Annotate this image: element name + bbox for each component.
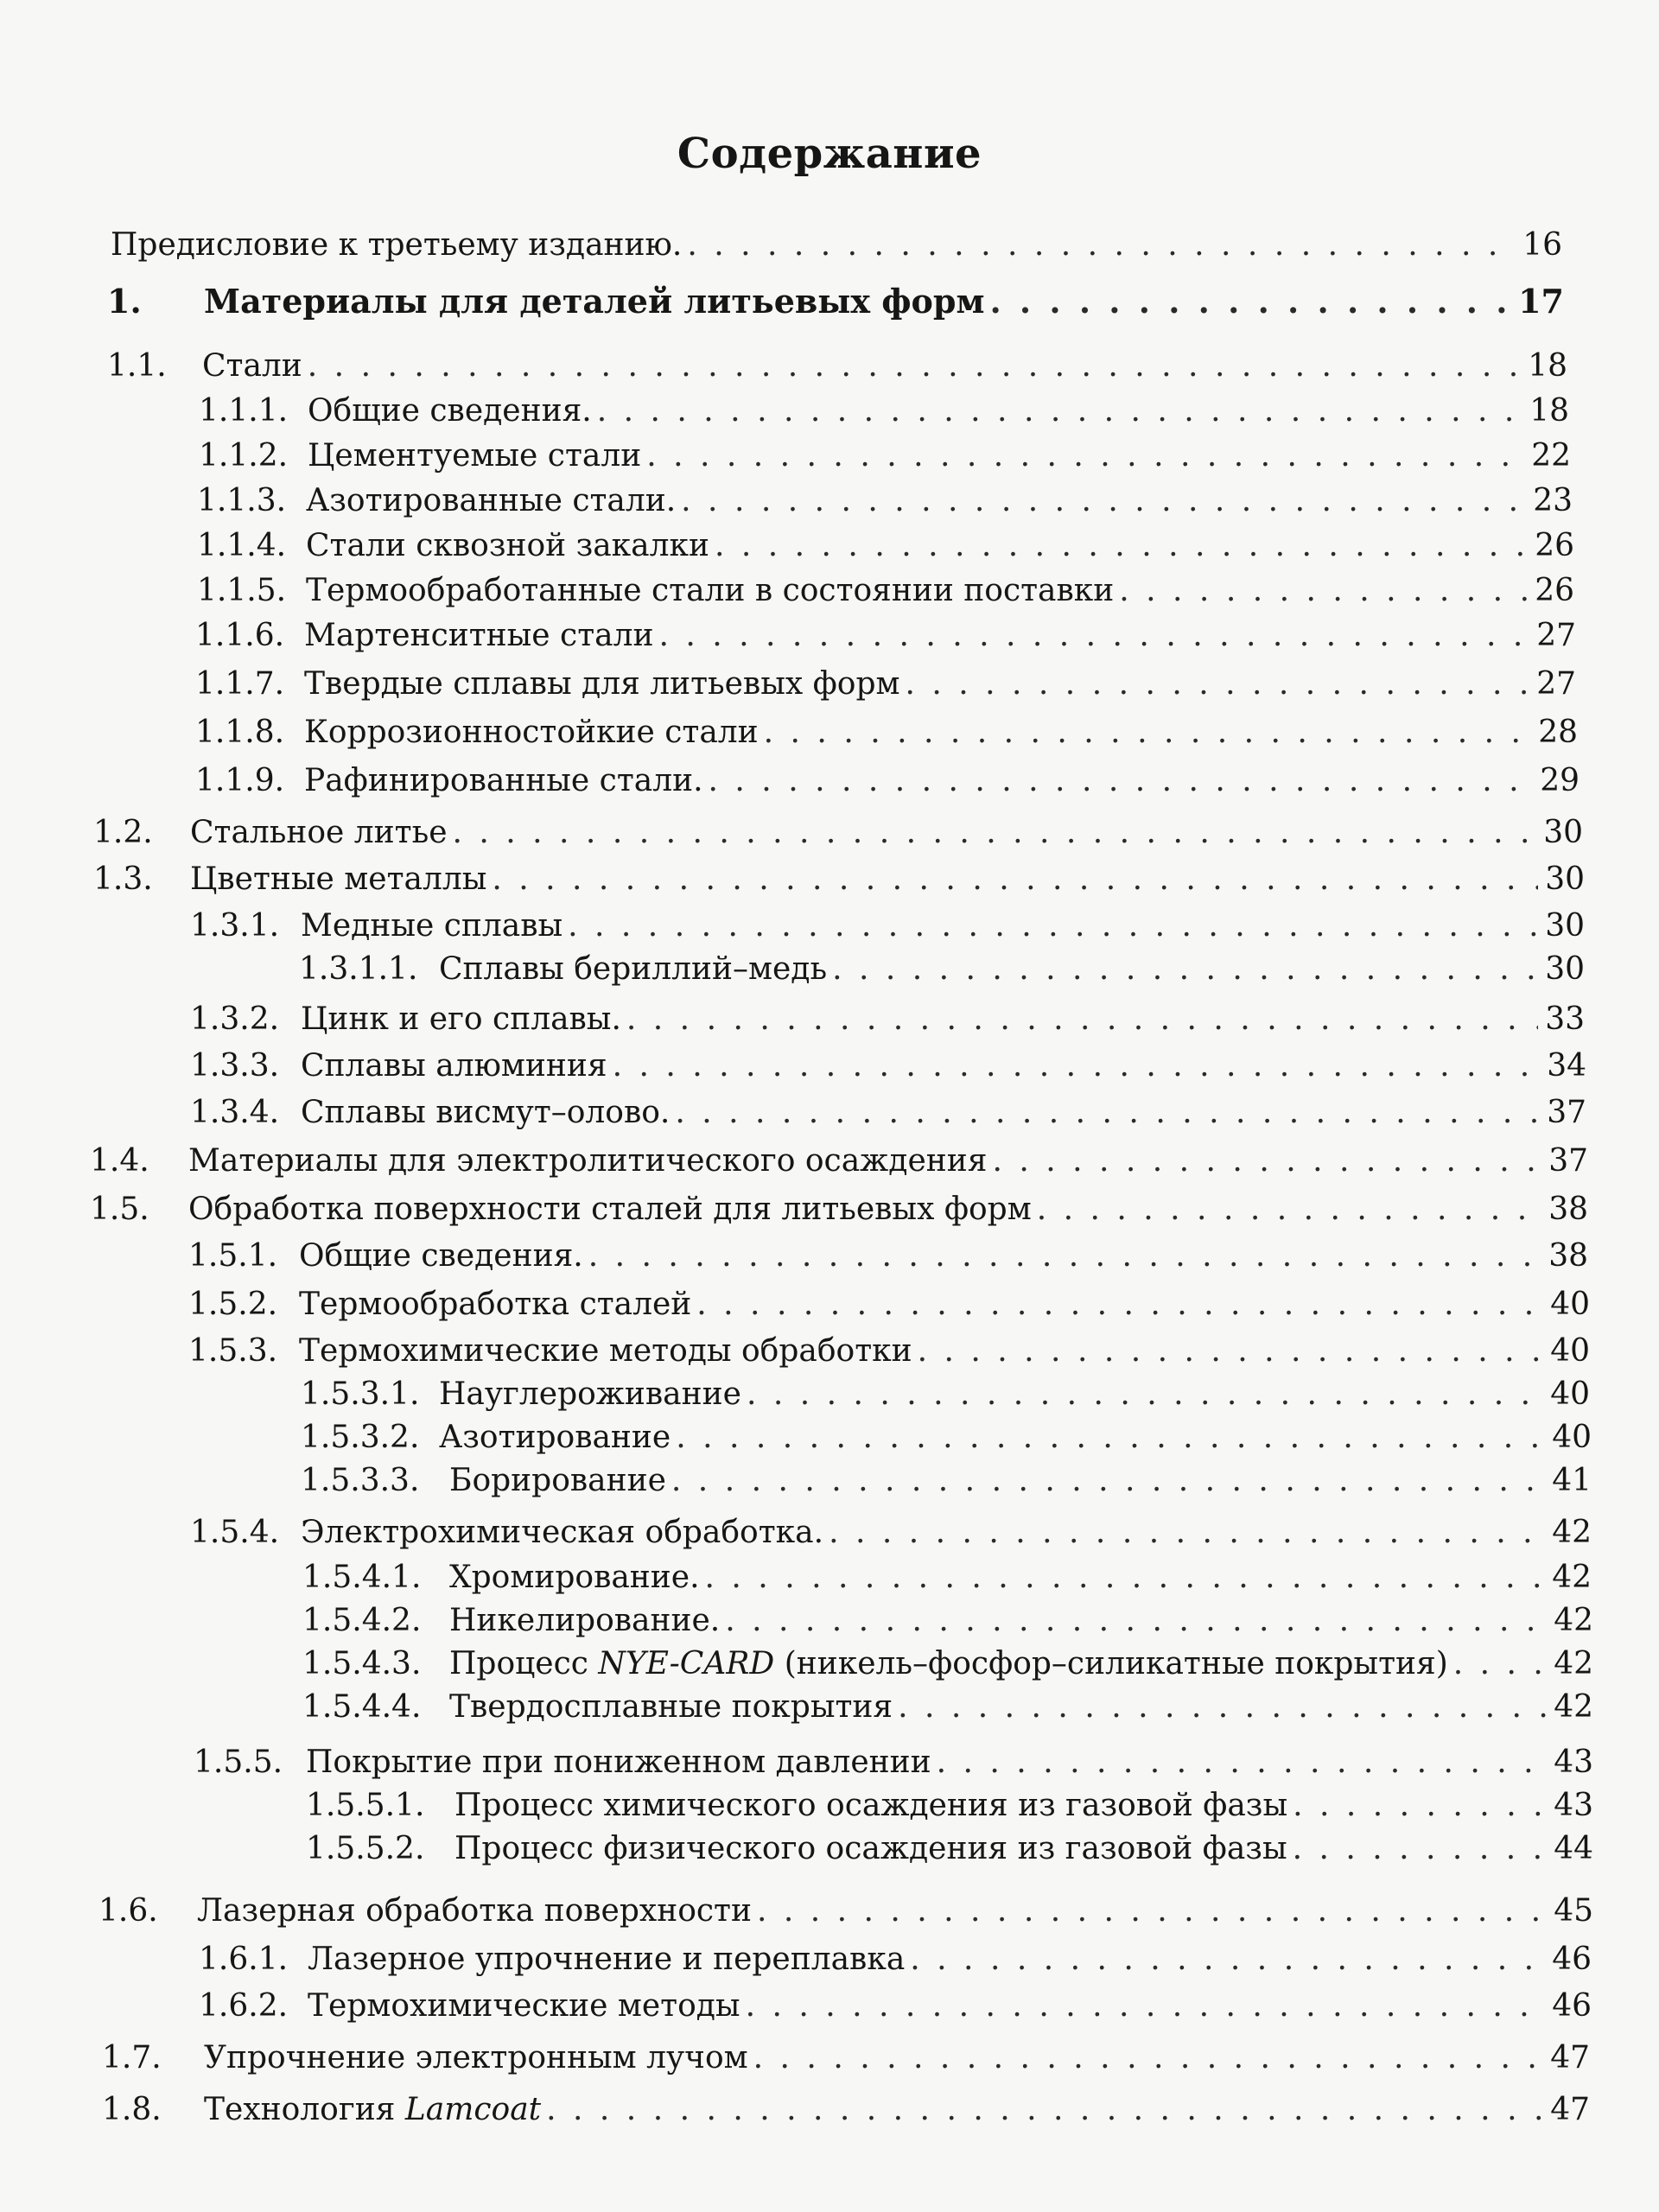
toc-entry-number: 1.3.4. xyxy=(190,1095,280,1130)
toc-entry-number: 1.1.7. xyxy=(195,666,285,702)
toc-leader xyxy=(676,1419,1545,1456)
toc-leader xyxy=(613,1047,1540,1084)
toc-page-number: 23 xyxy=(1533,483,1573,518)
toc-entry-1-5 xyxy=(90,1191,1588,1228)
toc-entry-1-1-5 xyxy=(197,572,1574,609)
toc-page-number: 37 xyxy=(1547,1095,1586,1130)
toc-leader xyxy=(757,1892,1547,1929)
toc-page-number: 18 xyxy=(1528,348,1567,384)
toc-entry-number: 1.7. xyxy=(102,2040,162,2075)
toc-page-number: 40 xyxy=(1550,1376,1590,1412)
toc-leader xyxy=(687,226,1516,264)
toc-entry-title: Хромирование. xyxy=(449,1560,700,1595)
toc-page-number: 27 xyxy=(1536,666,1576,702)
toc-entry-1-3-1 xyxy=(190,907,1585,944)
toc-entry-number: 1.1.9. xyxy=(195,763,285,798)
toc-entry-number: 1.5.2. xyxy=(188,1287,278,1322)
toc-entry-number: 1.1.3. xyxy=(197,483,287,518)
toc-entry-number: 1.5.1. xyxy=(188,1238,278,1274)
toc-entry-number: 1.8. xyxy=(102,2092,162,2127)
toc-entry-title: Термообработка сталей xyxy=(299,1287,692,1322)
toc-leader xyxy=(568,907,1538,944)
toc-entry-title: Мартенситные стали xyxy=(304,618,654,653)
toc-entry-title: Стали xyxy=(202,348,302,384)
toc-entry-title: Борирование xyxy=(449,1463,666,1498)
toc-page-number: 16 xyxy=(1522,227,1562,263)
toc-entry-number: 1.3.1.1. xyxy=(299,951,418,987)
toc-entry-number: 1.1.4. xyxy=(197,528,287,563)
toc-page-number: 46 xyxy=(1552,1942,1592,1977)
toc-entry-1-5-4-3 xyxy=(302,1645,1593,1682)
toc-page-number: 40 xyxy=(1552,1420,1592,1455)
toc-page-number: 33 xyxy=(1545,1001,1585,1037)
toc-entry-1-5-1 xyxy=(188,1237,1588,1274)
toc-leader xyxy=(1119,572,1528,609)
toc-leader xyxy=(746,1987,1545,2024)
toc-entry-title: Обработка поверхности сталей для литьевых форм xyxy=(188,1192,1032,1227)
toc-leader xyxy=(937,1744,1547,1781)
toc-page-number: 43 xyxy=(1554,1745,1593,1780)
toc-entry-title: Общие сведения. xyxy=(308,393,592,429)
toc-entry-title: Стальное литье xyxy=(190,815,448,850)
toc-entry-1-5-5 xyxy=(194,1744,1593,1781)
toc-leader xyxy=(725,1602,1547,1639)
page-title: Содержание xyxy=(677,130,982,178)
toc-entry-number: 1.6.1. xyxy=(199,1942,289,1977)
toc-entry-preface xyxy=(111,226,1562,264)
toc-leader xyxy=(918,1332,1543,1370)
toc-page-number: 42 xyxy=(1552,1560,1592,1595)
toc-leader xyxy=(658,617,1529,654)
toc-page-number: 28 xyxy=(1538,715,1578,750)
toc-entry-number: 1.1.5. xyxy=(197,573,287,608)
toc-leader xyxy=(671,1462,1545,1499)
toc-page-number: 38 xyxy=(1548,1192,1588,1227)
toc-entry-title: Материалы для деталей литьевых форм xyxy=(204,282,985,321)
toc-leader xyxy=(597,392,1522,429)
toc-leader xyxy=(989,282,1515,321)
toc-leader xyxy=(832,950,1538,988)
toc-page-number: 29 xyxy=(1540,763,1580,798)
toc-entry-number: 1.5.5. xyxy=(194,1745,283,1780)
toc-page-number: 42 xyxy=(1554,1646,1593,1681)
toc-entry-number: 1.5.4. xyxy=(190,1515,280,1550)
toc-page-number: 30 xyxy=(1545,951,1585,987)
toc-entry-title-italic: Lamcoat xyxy=(404,2092,542,2127)
toc-entry-1-3-1-1 xyxy=(299,950,1585,988)
toc-entry-1-1-1 xyxy=(199,392,1569,429)
toc-entry-number: 1.5.4.2. xyxy=(302,1603,422,1638)
toc-page-number: 17 xyxy=(1518,282,1564,321)
toc-page-number: 43 xyxy=(1554,1788,1593,1823)
toc-page-number: 45 xyxy=(1554,1893,1593,1929)
toc-page-number: 41 xyxy=(1552,1463,1592,1498)
toc-entry-title-part: Технология xyxy=(204,2092,396,2127)
toc-entry-title: Лазерная обработка поверхности xyxy=(197,1893,752,1929)
toc-entry-1-5-3-1 xyxy=(301,1376,1590,1413)
toc-entry-1-6-2 xyxy=(199,1987,1592,2024)
toc-page-number: 30 xyxy=(1543,815,1583,850)
toc-entry-title: Термохимические методы обработки xyxy=(299,1333,912,1369)
toc-leader xyxy=(910,1941,1545,1978)
toc-entry-1-6-1 xyxy=(199,1941,1592,1978)
toc-entry-title: Покрытие при пониженном давлении xyxy=(306,1745,931,1780)
toc-leader xyxy=(626,1001,1538,1038)
toc-entry-1-5-4-2 xyxy=(302,1602,1593,1639)
toc-entry-title: Лазерное упрочнение и переплавка xyxy=(308,1942,906,1977)
toc-entry-title: Материалы для электролитического осаждения xyxy=(188,1143,988,1179)
toc-entry-title: Науглероживание xyxy=(439,1376,741,1412)
toc-entry-title: Термохимические методы xyxy=(308,1988,741,2024)
toc-entry-title: Цветные металлы xyxy=(190,861,487,897)
toc-entry-1-1-4 xyxy=(197,527,1574,564)
toc-entry-title: Твердые сплавы для литьевых форм xyxy=(304,666,900,702)
toc-entry-1-5-4 xyxy=(190,1514,1592,1551)
toc-entry-title: Азотированные стали. xyxy=(306,483,677,518)
toc-entry-chapter-1 xyxy=(107,282,1564,321)
toc-entry-number: 1.1.2. xyxy=(199,438,289,474)
toc-entry-title: Рафинированные стали. xyxy=(304,763,703,798)
toc-entry-number: 1.6.2. xyxy=(199,1988,289,2024)
toc-entry-number: 1.3.2. xyxy=(190,1001,280,1037)
toc-entry-title: Предисловие к третьему изданию. xyxy=(111,227,683,263)
toc-page-number: 22 xyxy=(1531,438,1571,474)
toc-entry-1-1-7 xyxy=(195,665,1576,702)
toc-entry-1-3-3 xyxy=(190,1047,1586,1084)
toc-page-number: 44 xyxy=(1554,1831,1593,1866)
toc-entry-number: 1.1.6. xyxy=(195,618,285,653)
toc-entry-title: Цинк и его сплавы. xyxy=(301,1001,621,1037)
toc-leader xyxy=(546,2091,1543,2128)
toc-leader xyxy=(992,1142,1541,1179)
toc-entry-number: 1.5.4.3. xyxy=(302,1646,422,1681)
toc-page-number: 42 xyxy=(1552,1515,1592,1550)
toc-page-number: 26 xyxy=(1535,573,1574,608)
toc-leader xyxy=(681,482,1526,519)
toc-entry-number: 1.6. xyxy=(99,1893,158,1929)
toc-leader xyxy=(905,665,1529,702)
toc-entry-title: Азотирование xyxy=(439,1420,671,1455)
toc-entry-title: Коррозионностойкие стали xyxy=(304,715,759,750)
toc-leader xyxy=(1453,1645,1547,1682)
toc-entry-title: Никелирование. xyxy=(449,1603,721,1638)
toc-entry-number: 1.5.3.1. xyxy=(301,1376,420,1412)
toc-entry-1-5-3 xyxy=(188,1332,1590,1370)
toc-leader xyxy=(898,1688,1547,1726)
toc-leader xyxy=(646,437,1524,474)
toc-entry-title: Общие сведения. xyxy=(299,1238,583,1274)
toc-entry-title: Сплавы висмут–олово. xyxy=(301,1095,671,1130)
toc-leader xyxy=(1037,1191,1541,1228)
toc-entry-number: 1.3.3. xyxy=(190,1048,280,1084)
toc-entry-title xyxy=(449,1645,1448,1682)
toc-leader xyxy=(829,1514,1545,1551)
toc-entry-title-part: Процесс xyxy=(449,1646,588,1681)
toc-entry-title-italic: NYE-CARD xyxy=(598,1646,775,1681)
toc-entry-1-3-2 xyxy=(190,1001,1585,1038)
toc-page-number: 40 xyxy=(1550,1333,1590,1369)
toc-entry-number: 1.1.1. xyxy=(199,393,289,429)
toc-page-number: 27 xyxy=(1536,618,1576,653)
toc-entry-number: 1.5.4.1. xyxy=(302,1560,422,1595)
toc-entry-1-1-3 xyxy=(197,482,1573,519)
toc-page-number: 47 xyxy=(1550,2040,1590,2075)
toc-entry-1-1-6 xyxy=(195,617,1576,654)
toc-entry-1-5-5-1 xyxy=(306,1787,1593,1824)
toc-page-number: 30 xyxy=(1545,908,1585,944)
toc-entry-1-2 xyxy=(93,814,1583,851)
toc-entry-1-5-3-3 xyxy=(301,1462,1592,1499)
toc-entry-1-4 xyxy=(90,1142,1588,1179)
toc-page-number: 38 xyxy=(1548,1238,1588,1274)
toc-entry-1-5-5-2 xyxy=(306,1830,1593,1867)
toc-page-number: 37 xyxy=(1548,1143,1588,1179)
toc-page-number: 46 xyxy=(1552,1988,1592,2024)
toc-leader xyxy=(715,527,1528,564)
toc-page-number: 42 xyxy=(1554,1689,1593,1725)
toc-leader xyxy=(453,814,1537,851)
toc-leader xyxy=(675,1094,1540,1131)
toc-leader xyxy=(492,861,1538,898)
toc-entry-1-6 xyxy=(99,1892,1593,1929)
toc-leader xyxy=(1293,1787,1547,1824)
toc-page-number: 42 xyxy=(1554,1603,1593,1638)
toc-leader xyxy=(1293,1830,1547,1867)
toc-leader xyxy=(747,1376,1543,1413)
toc-entry-1-1-9 xyxy=(195,762,1580,799)
toc-entry-1-7 xyxy=(102,2039,1590,2076)
toc-entry-title: Цементуемые стали xyxy=(308,438,642,474)
toc-entry-title: Электрохимическая обработка. xyxy=(301,1515,824,1550)
toc-entry-1-1-8 xyxy=(195,714,1578,751)
toc-entry-1-3 xyxy=(93,861,1585,898)
toc-entry-title: Стали сквозной закалки xyxy=(306,528,709,563)
toc-entry-title: Медные сплавы xyxy=(301,908,563,944)
toc-entry-1-5-4-4 xyxy=(302,1688,1593,1726)
toc-entry-number: 1.2. xyxy=(93,815,153,850)
toc-entry-1-5-4-1 xyxy=(302,1559,1592,1596)
toc-entry-number: 1.5. xyxy=(90,1192,149,1227)
toc-leader xyxy=(696,1286,1543,1323)
toc-entry-number: 1.5.3.3. xyxy=(301,1463,420,1498)
toc-entry-1-5-2 xyxy=(188,1286,1590,1323)
toc-entry-title: Процесс физического осаждения из газовой фазы xyxy=(454,1831,1287,1866)
toc-entry-number: 1.4. xyxy=(90,1143,149,1179)
toc-entry-1-1-2 xyxy=(199,437,1571,474)
toc-entry-number: 1.5.4.4. xyxy=(302,1689,422,1725)
toc-page-number: 40 xyxy=(1550,1287,1590,1322)
toc-entry-number: 1.1.8. xyxy=(195,715,285,750)
toc-entry-number: 1.5.3.2. xyxy=(301,1420,420,1455)
toc-entry-number: 1. xyxy=(107,282,142,321)
toc-entry-title: Твердосплавные покрытия xyxy=(449,1689,893,1725)
toc-entry-number: 1.1. xyxy=(107,348,167,384)
toc-entry-title: Процесс химического осаждения из газовой фазы xyxy=(454,1788,1288,1823)
toc-entry-1-3-4 xyxy=(190,1094,1586,1131)
toc-entry-title: Упрочнение электронным лучом xyxy=(204,2040,748,2075)
toc-entry-number: 1.3. xyxy=(93,861,153,897)
toc-entry-title: Сплавы бериллий–медь xyxy=(439,951,828,987)
toc-entry-number: 1.3.1. xyxy=(190,908,280,944)
toc-leader xyxy=(705,1559,1545,1596)
toc-leader xyxy=(588,1237,1541,1274)
toc-entry-title xyxy=(204,2091,541,2128)
toc-entry-1-5-3-2 xyxy=(301,1419,1592,1456)
toc-leader xyxy=(709,762,1533,799)
toc-entry-title: Термообработанные стали в состоянии поставки xyxy=(306,573,1115,608)
toc-entry-title-part: (никель–фосфор–силикатные покрытия) xyxy=(784,1646,1448,1681)
toc-page-number: 30 xyxy=(1545,861,1585,897)
toc-leader xyxy=(764,714,1531,751)
toc-page-number: 47 xyxy=(1550,2092,1590,2127)
toc-entry-title: Сплавы алюминия xyxy=(301,1048,607,1084)
toc-entry-number: 1.5.5.1. xyxy=(306,1788,425,1823)
toc-page-number: 26 xyxy=(1535,528,1574,563)
toc-entry-number: 1.5.3. xyxy=(188,1333,278,1369)
toc-leader xyxy=(308,347,1521,385)
toc-entry-1-8 xyxy=(102,2091,1590,2128)
toc-leader xyxy=(753,2039,1543,2076)
toc-page-number: 18 xyxy=(1529,393,1569,429)
toc-entry-number: 1.5.5.2. xyxy=(306,1831,425,1866)
toc-entry-1-1 xyxy=(107,347,1567,385)
toc-page-number: 34 xyxy=(1547,1048,1586,1084)
